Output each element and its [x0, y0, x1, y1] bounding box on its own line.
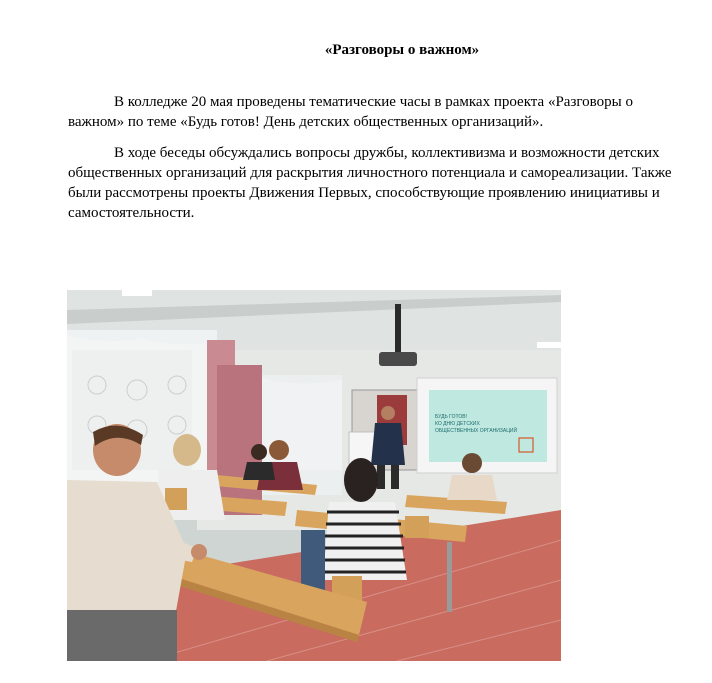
document-title: «Разговоры о важном»: [324, 42, 480, 58]
classroom-photo: [67, 290, 561, 661]
slide-line-1: БУДЬ ГОТОВ!: [435, 414, 467, 420]
lace-curtain: [67, 335, 217, 490]
chair-1: [405, 516, 429, 538]
paragraph-intro: В колледже 20 мая проведены тематические часы в рамках проекта «Разговоры о важном» по теме «Будь готов! День детских общественных организаций».: [68, 94, 633, 130]
ceiling-light-right: [537, 342, 561, 348]
chair-3: [165, 488, 187, 510]
curtain-pink-2: [217, 365, 262, 515]
desk-middle-right-leg: [447, 542, 452, 612]
slide-line-3: ОБЩЕСТВЕННЫХ ОРГАНИЗАЦИЙ: [435, 428, 518, 434]
ceiling-light-left: [122, 290, 152, 296]
slide-line-2: КО ДНЮ ДЕТСКИХ: [435, 421, 480, 427]
projector: [379, 352, 417, 366]
projector-mount: [395, 304, 401, 354]
paragraph-discussion: В ходе беседы обсуждались вопросы дружбы, коллективизма и возможности детских общественных организаций для раскрытия личностного потенциала и самореализации. Также были рассмотрены проекты Движения Первых, способствующие проявлению инициативы и самостоятельности.: [68, 145, 672, 221]
